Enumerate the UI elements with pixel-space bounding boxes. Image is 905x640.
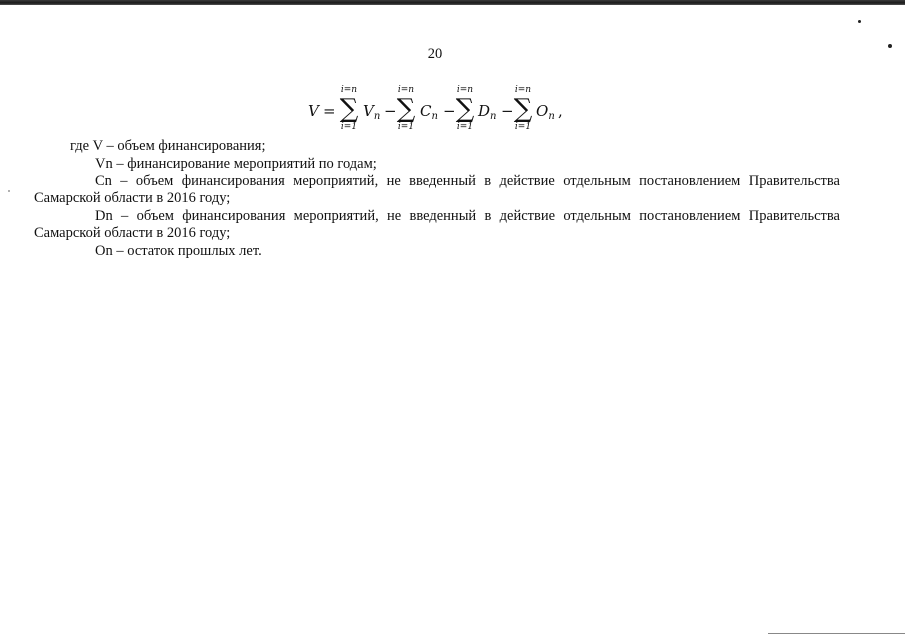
sigma-icon: ∑ [513, 94, 533, 124]
definition-v: где V – объем финансирования; [70, 138, 266, 154]
formula-term-v: $V_n$ [363, 102, 381, 122]
definition-on: On – остаток прошлых лет. [95, 243, 262, 259]
formula-trailing-comma: , [558, 102, 563, 120]
definition-vn: Vn – финансирование мероприятий по годам; [95, 156, 377, 172]
sigma-icon: ∑ [396, 94, 416, 124]
definition-cn-continuation: Самарской области в 2016 году; [34, 190, 231, 206]
sum-upper-limit: i=n [340, 85, 358, 95]
definition-dn: Dn – объем финансирования мероприятий, не введенный в действие отдельным постановлением Правительства [95, 208, 840, 224]
sum-lower-limit: i=1 [456, 122, 474, 132]
sigma-icon: ∑ [455, 94, 475, 124]
scan-speck [858, 20, 861, 23]
formula-minus: − [443, 102, 456, 120]
sum-lower-limit: i=1 [397, 122, 415, 132]
formula-term-o: $O_n$ [536, 102, 555, 122]
sum-symbol [338, 86, 360, 132]
sum-symbol [454, 86, 476, 132]
definition-dn-continuation: Самарской области в 2016 году; [34, 225, 231, 241]
formula-minus: − [384, 102, 397, 120]
formula-term-c: $C_n$ [420, 102, 438, 122]
scan-bottom-edge [768, 633, 905, 634]
sum-lower-limit: i=1 [514, 122, 532, 132]
formula-minus: − [501, 102, 514, 120]
sum-symbol [512, 86, 534, 132]
sum-upper-limit: i=n [397, 85, 415, 95]
sum-symbol [395, 86, 417, 132]
sum-upper-limit: i=n [514, 85, 532, 95]
definition-cn: Cn – объем финансирования мероприятий, не введенный в действие отдельным постановлением Правительства [95, 173, 840, 189]
page-number: 20 [427, 46, 443, 62]
sum-upper-limit: i=n [456, 85, 474, 95]
formula-term-d: $D_n$ [478, 102, 497, 122]
formula-lhs: V [308, 102, 319, 120]
sum-lower-limit: i=1 [340, 122, 358, 132]
formula-equals: = [323, 102, 336, 120]
scan-top-border [0, 0, 905, 5]
sigma-icon: ∑ [339, 94, 359, 124]
scan-speck [8, 190, 10, 192]
scan-speck [888, 44, 892, 48]
